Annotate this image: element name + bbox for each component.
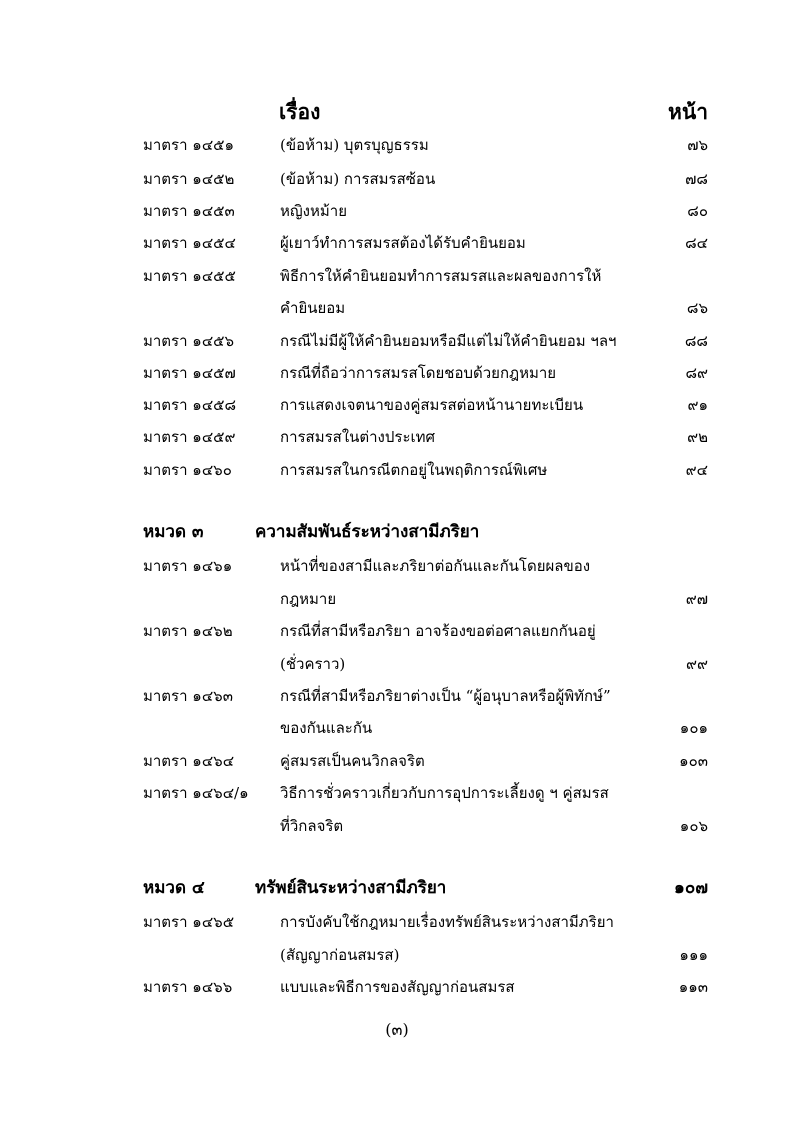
section-number: มาตรา ๑๔๕๓ [143, 202, 235, 220]
section-number: มาตรา ๑๔๖๕ [143, 913, 235, 931]
page-ref: ๗๖ [687, 136, 708, 154]
section-number: มาตรา ๑๔๕๖ [143, 332, 235, 350]
page-ref: ๙๑ [687, 396, 708, 414]
toc-entry-continuation [0, 940, 794, 970]
page-ref: ๙๒ [687, 428, 708, 446]
toc-entry-continuation [0, 293, 794, 323]
entry-title: กรณีที่ถือว่าการสมรสโดยชอบด้วยกฎหมาย [280, 364, 557, 382]
entry-title: หน้าที่ของสามีและภริยาต่อกันและกันโดยผลของ [280, 557, 591, 575]
page-ref: ๑๑๑ [679, 946, 708, 964]
toc-entry-continuation [0, 584, 794, 614]
section-number: มาตรา ๑๔๕๔ [143, 234, 236, 252]
toc-entry [0, 778, 794, 808]
section-number: มาตรา ๑๔๕๕ [143, 267, 236, 285]
section-number: มาตรา ๑๔๖๖ [143, 978, 233, 996]
entry-title: (ข้อห้าม) การสมรสซ้อน [280, 170, 436, 188]
section-number: มาตรา ๑๔๖๒ [143, 622, 233, 640]
section-number: มาตรา ๑๔๕๒ [143, 170, 235, 188]
chapter-number: หมวด ๔ [143, 878, 205, 898]
toc-entry [0, 907, 794, 937]
page-ref: ๘๙ [685, 364, 708, 382]
page-ref: ๑๐๑ [679, 719, 708, 737]
chapter-number: หมวด ๓ [143, 522, 204, 542]
entry-title: พิธีการให้คำยินยอมทำการสมรสและผลของการให้ [280, 267, 602, 285]
page-ref: ๙๗ [685, 590, 708, 608]
page-ref: ๑๐๓ [679, 752, 708, 770]
toc-entry [0, 358, 794, 388]
toc-entry [0, 228, 794, 258]
page-number: (๓) [385, 1020, 409, 1039]
entry-title: การแสดงเจตนาของคู่สมรสต่อหน้านายทะเบียน [280, 396, 584, 414]
section-number: มาตรา ๑๔๖๓ [143, 687, 233, 705]
entry-title: การสมรสในกรณีตกอยู่ในพฤติการณ์พิเศษ [280, 461, 548, 479]
chapter-heading [0, 517, 794, 547]
toc-entry-continuation [0, 811, 794, 841]
entry-title: กฎหมาย [280, 590, 337, 608]
entry-title: การบังคับใช้กฎหมายเรื่องทรัพย์สินระหว่างสามีภริยา [280, 913, 614, 931]
toc-entry [0, 326, 794, 356]
entry-title: กรณีไม่มีผู้ให้คำยินยอมหรือมีแต่ไม่ให้คำยินยอม ฯลฯ [280, 332, 617, 350]
page-ref: ๑๐๖ [679, 817, 708, 835]
toc-entry [0, 390, 794, 420]
page-ref: ๘๔ [685, 234, 708, 252]
toc-entry-continuation [0, 649, 794, 679]
entry-title: ที่วิกลจริต [280, 817, 344, 835]
toc-entry [0, 681, 794, 711]
entry-title: ผู้เยาว์ทำการสมรสต้องได้รับคำยินยอม [280, 234, 526, 252]
section-number: มาตรา ๑๔๖๑ [143, 557, 233, 575]
entry-title: กรณีที่สามีหรือภริยา อาจร้องขอต่อศาลแยกกันอยู่ [280, 622, 596, 640]
subject-column-header: เรื่อง [279, 99, 321, 124]
page-ref: ๘๘ [684, 332, 708, 350]
chapter-title: ทรัพย์สินระหว่างสามีภริยา [255, 878, 447, 898]
toc-entry [0, 551, 794, 581]
page-ref: ๗๘ [685, 170, 708, 188]
toc-entry [0, 422, 794, 452]
section-number: มาตรา ๑๔๕๑ [143, 136, 235, 154]
section-number: มาตรา ๑๔๕๙ [143, 428, 236, 446]
chapter-heading [0, 873, 794, 903]
toc-entry [0, 261, 794, 291]
entry-title: คำยินยอม [280, 299, 346, 317]
page-ref: ๑๐๗ [674, 878, 708, 898]
entry-title: ของกันและกัน [280, 719, 373, 737]
entry-title: หญิงหม้าย [280, 202, 347, 220]
entry-title: (ชั่วคราว) [280, 655, 346, 673]
section-number: มาตรา ๑๔๕๗ [143, 364, 236, 382]
section-number: มาตรา ๑๔๕๘ [143, 396, 237, 414]
toc-entry [0, 455, 794, 485]
page-ref: ๙๔ [685, 461, 708, 479]
page-column-header: หน้า [668, 99, 708, 124]
entry-title: การสมรสในต่างประเทศ [280, 428, 436, 446]
entry-title: วิธีการชั่วคราวเกี่ยวกับการอุปการะเลี้ยงดู ฯ คู่สมรส [280, 784, 609, 802]
toc-entry [0, 130, 794, 160]
page-ref: ๘๖ [686, 299, 708, 317]
entry-title: คู่สมรสเป็นคนวิกลจริต [280, 752, 425, 770]
toc-entry [0, 196, 794, 226]
entry-title: กรณีที่สามีหรือภริยาต่างเป็น “ผู้อนุบาลหรือผู้พิทักษ์” [280, 687, 611, 705]
section-number: มาตรา ๑๔๖๐ [143, 461, 232, 479]
toc-entry [0, 164, 794, 194]
entry-title: (สัญญาก่อนสมรส) [280, 946, 400, 964]
toc-entry-continuation [0, 713, 794, 743]
entry-title: (ข้อห้าม) บุตรบุญธรรม [280, 136, 429, 154]
section-number: มาตรา ๑๔๖๔/๑ [143, 784, 249, 802]
toc-entry [0, 746, 794, 776]
page-ref: ๙๙ [686, 655, 708, 673]
page-ref: ๑๑๓ [678, 978, 708, 996]
page-ref: ๘๐ [687, 202, 708, 220]
toc-entry [0, 972, 794, 1002]
section-number: มาตรา ๑๔๖๔ [143, 752, 235, 770]
toc-entry [0, 616, 794, 646]
chapter-title: ความสัมพันธ์ระหว่างสามีภริยา [255, 522, 480, 542]
entry-title: แบบและพิธีการของสัญญาก่อนสมรส [280, 978, 515, 996]
